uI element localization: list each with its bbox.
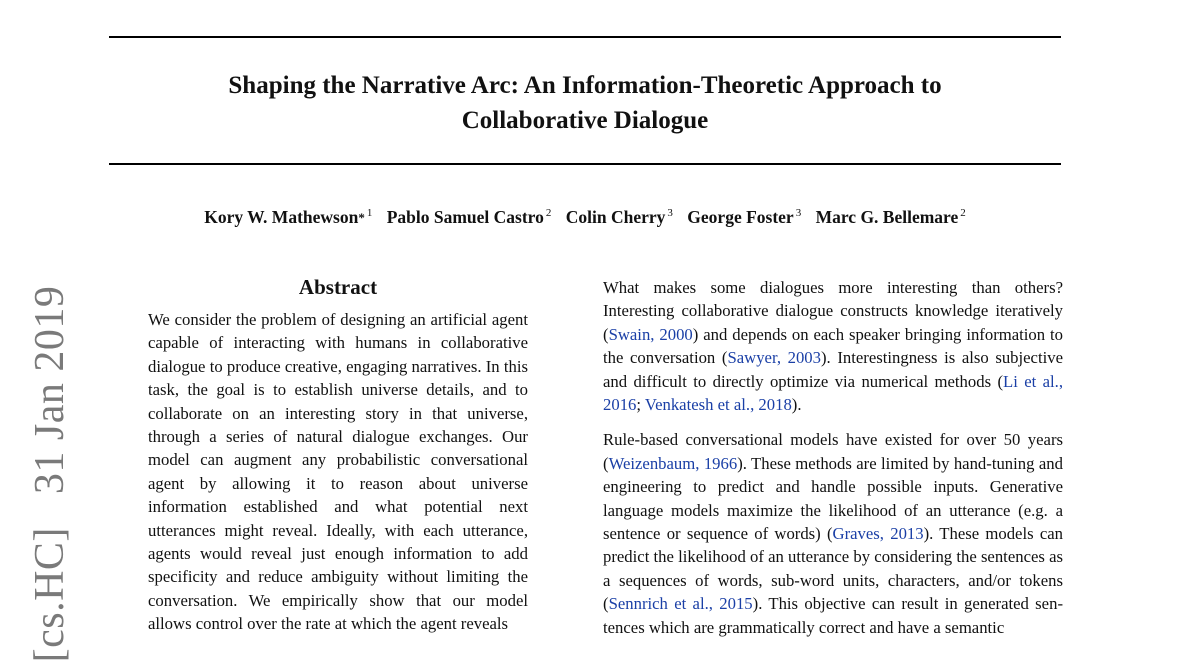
paragraph-text: ). This objective can result in generated sentences which are grammatically correct and have a semantic xyxy=(603,594,1063,637)
citation-link[interactable]: Weizenbaum, 1966 xyxy=(608,453,738,473)
title-line-1: Shaping the Narrative Arc: An Information-Theoretic Approach to xyxy=(228,72,942,99)
arxiv-stamp-text: [cs.HC] 31 Jan 2019 xyxy=(27,285,73,662)
author xyxy=(387,207,552,227)
author-affiliation: 3 xyxy=(667,207,673,220)
paragraph-text: Rule-based conversational models have existed for over 50 years ( xyxy=(603,430,1063,473)
author-affiliation: 2 xyxy=(545,207,552,220)
abstract-text: We consider the problem of designing an artificial agent capable of interacting with humans in collaborative dialogue to produce creative, engaging narratives. In this task, the goal is to establish universe details, and to collaborate on an interesting story in that universe, through a series of natural dialogue exchanges. Our model can augment any probabilistic conversational agent by allowing it to reason about universe information established and what potential next utterances might reveal. Ideally, with each utterance, agents would reveal just enough information to add specificity and reduce ambiguity without limiting the conversation. We empirically show that our model allows control over the rate at which the agent reveals xyxy=(148,310,528,634)
abstract-heading: Abstract xyxy=(298,275,378,299)
citation-link[interactable]: Swain, 2000 xyxy=(608,324,693,344)
intro-paragraph-2 xyxy=(603,428,1063,639)
paragraph-text: What makes some dialogues more interesting than others? Interesting collaborative dialogue constructs knowledge iteratively ( xyxy=(603,278,1063,344)
paragraph-text: ). Interestingness is also subjective and difficult to directly optimize via numerical methods ( xyxy=(603,348,1063,391)
paragraph-text: ; xyxy=(636,395,645,415)
author-name: Pablo Samuel Castro xyxy=(386,207,544,227)
abstract-column xyxy=(148,274,528,636)
paragraph-text: ). xyxy=(791,395,802,415)
top-rule xyxy=(109,36,1061,38)
author-name: Marc G. Bellemare xyxy=(815,207,959,227)
paper-title xyxy=(109,68,1061,138)
author xyxy=(566,207,673,227)
citation-link[interactable]: Venkatesh et al., 2018 xyxy=(644,395,792,415)
introduction-column xyxy=(603,276,1063,651)
bottom-rule xyxy=(109,163,1061,165)
citation-link[interactable]: Graves, 2013 xyxy=(832,524,924,544)
author-name: Kory W. Mathewson xyxy=(204,207,359,227)
citation-link[interactable]: Sennrich et al., 2015 xyxy=(608,594,753,614)
author xyxy=(687,207,801,227)
paragraph-text: ) and depends on each speaker bringing information to the conversation ( xyxy=(603,324,1064,368)
author-name: George Foster xyxy=(687,207,794,227)
author xyxy=(204,207,372,227)
title-line-2: Collaborative Dialogue xyxy=(461,107,709,134)
author-affiliation: 2 xyxy=(960,207,966,220)
author xyxy=(816,207,966,227)
citation-link[interactable]: Li et al., 2016 xyxy=(603,371,1064,415)
paragraph-text: ). These methods are limited by hand-tuning and engineering to predict and handle possible inputs. Generative language models maximize the likelihood of an utterance (e.g. a sentence or sequence of words) ( xyxy=(603,453,1063,544)
author-affiliation: 1 xyxy=(366,207,373,220)
author-list xyxy=(109,207,1061,228)
author-name: Colin Cherry xyxy=(565,207,666,227)
paragraph-text: ). These models can predict the likelihood of an utterance by considering the sentences as a sequences of words, sub-word units, characters, and/or tokens ( xyxy=(603,524,1063,614)
author-star: * xyxy=(358,210,365,225)
intro-paragraph-1 xyxy=(603,276,1063,416)
citation-link[interactable]: Sawyer, 2003 xyxy=(727,348,821,368)
author-affiliation: 3 xyxy=(795,207,802,220)
